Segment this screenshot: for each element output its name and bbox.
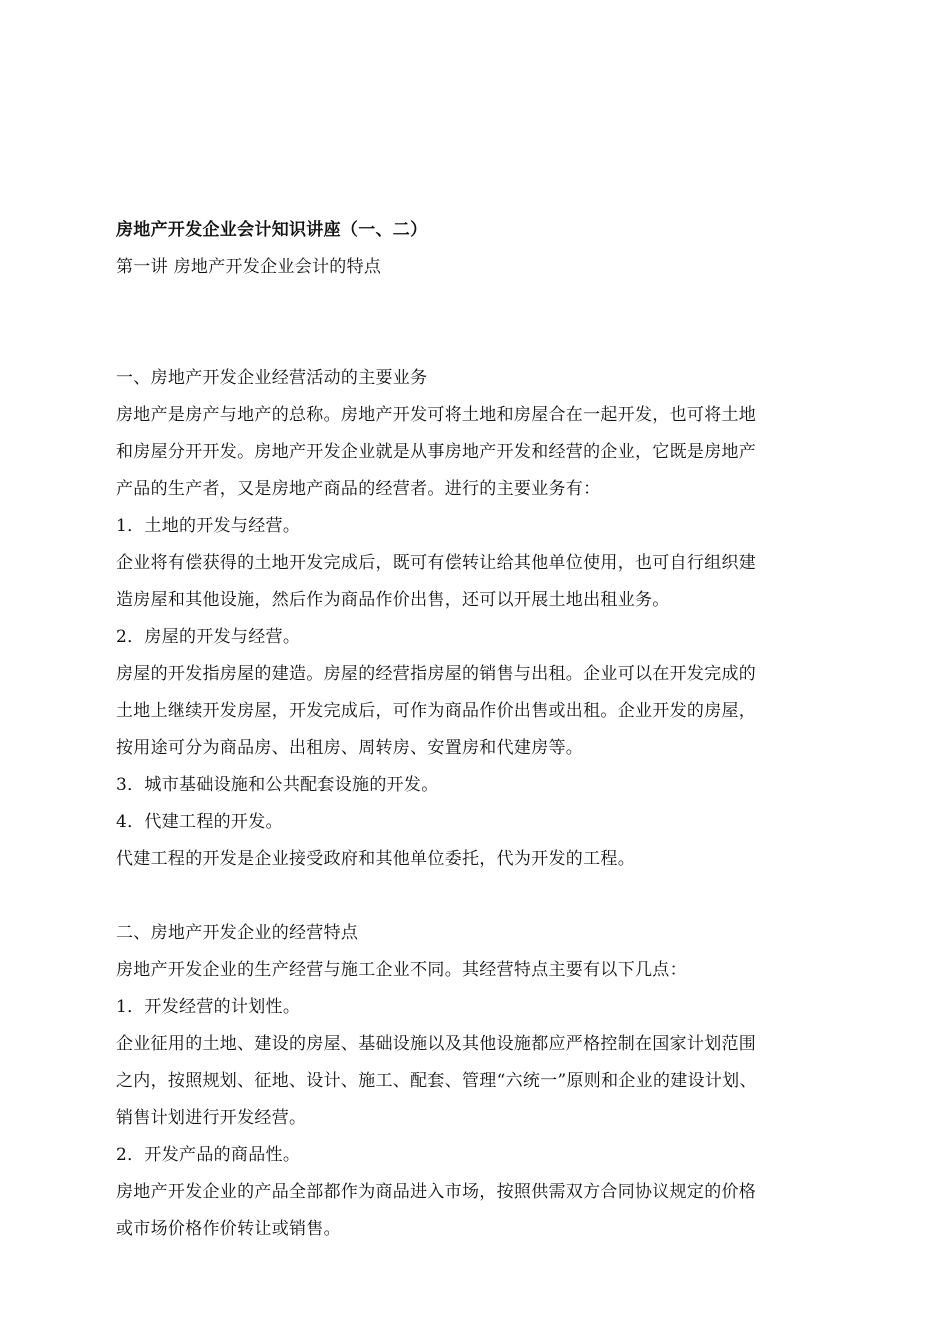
document-title: 房地产开发企业会计知识讲座（一、二） xyxy=(116,220,428,240)
document-subtitle: 第一讲 房地产开发企业会计的特点 xyxy=(116,257,382,277)
list-item-heading: 4．代建工程的开发。 xyxy=(116,812,283,832)
document-page xyxy=(116,212,836,1248)
section2-heading: 二、房地产开发企业的经营特点 xyxy=(116,923,359,943)
paragraph-line: 造房屋和其他设施，然后作为商品作价出售，还可以开展土地出租业务。 xyxy=(116,590,670,610)
paragraph-line: 按用途可分为商品房、出租房、周转房、安置房和代建房等。 xyxy=(116,738,584,758)
list-item-heading: 2．房屋的开发与经营。 xyxy=(116,627,301,647)
spacer xyxy=(116,878,836,915)
paragraph-line: 企业征用的土地、建设的房屋、基础设施以及其他设施都应严格控制在国家计划范围 xyxy=(116,1034,757,1054)
section1-heading: 一、房地产开发企业经营活动的主要业务 xyxy=(116,368,428,388)
paragraph-line: 房地产开发企业的生产经营与施工企业不同。其经营特点主要有以下几点： xyxy=(116,960,687,980)
paragraph-line: 和房屋分开开发。房地产开发企业就是从事房地产开发和经营的企业，它既是房地产 xyxy=(116,442,757,462)
paragraph-line: 代建工程的开发是企业接受政府和其他单位委托，代为开发的工程。 xyxy=(116,849,635,869)
paragraph-line: 房地产是房产与地产的总称。房地产开发可将土地和房屋合在一起开发，也可将土地 xyxy=(116,405,757,425)
spacer xyxy=(116,286,836,323)
paragraph-line: 之内，按照规划、征地、设计、施工、配套、管理“六统一”原则和企业的建设计划、 xyxy=(116,1071,757,1091)
paragraph-line: 房地产开发企业的产品全部都作为商品进入市场，按照供需双方合同协议规定的价格 xyxy=(116,1182,757,1202)
paragraph-line: 产品的生产者，又是房地产商品的经营者。进行的主要业务有： xyxy=(116,479,601,499)
list-item-heading: 3．城市基础设施和公共配套设施的开发。 xyxy=(116,775,439,795)
paragraph-line: 企业将有偿获得的土地开发完成后，既可有偿转让给其他单位使用，也可自行组织建 xyxy=(116,553,757,573)
list-item-heading: 1．土地的开发与经营。 xyxy=(116,516,301,536)
paragraph-line: 销售计划进行开发经营。 xyxy=(116,1108,307,1128)
spacer xyxy=(116,323,836,360)
list-item-heading: 2．开发产品的商品性。 xyxy=(116,1145,301,1165)
list-item-heading: 1．开发经营的计划性。 xyxy=(116,997,301,1017)
paragraph-line: 房屋的开发指房屋的建造。房屋的经营指房屋的销售与出租。企业可以在开发完成的 xyxy=(116,664,757,684)
paragraph-line: 或市场价格作价转让或销售。 xyxy=(116,1219,341,1239)
paragraph-line: 土地上继续开发房屋，开发完成后，可作为商品作价出售或出租。企业开发的房屋， xyxy=(116,701,757,721)
